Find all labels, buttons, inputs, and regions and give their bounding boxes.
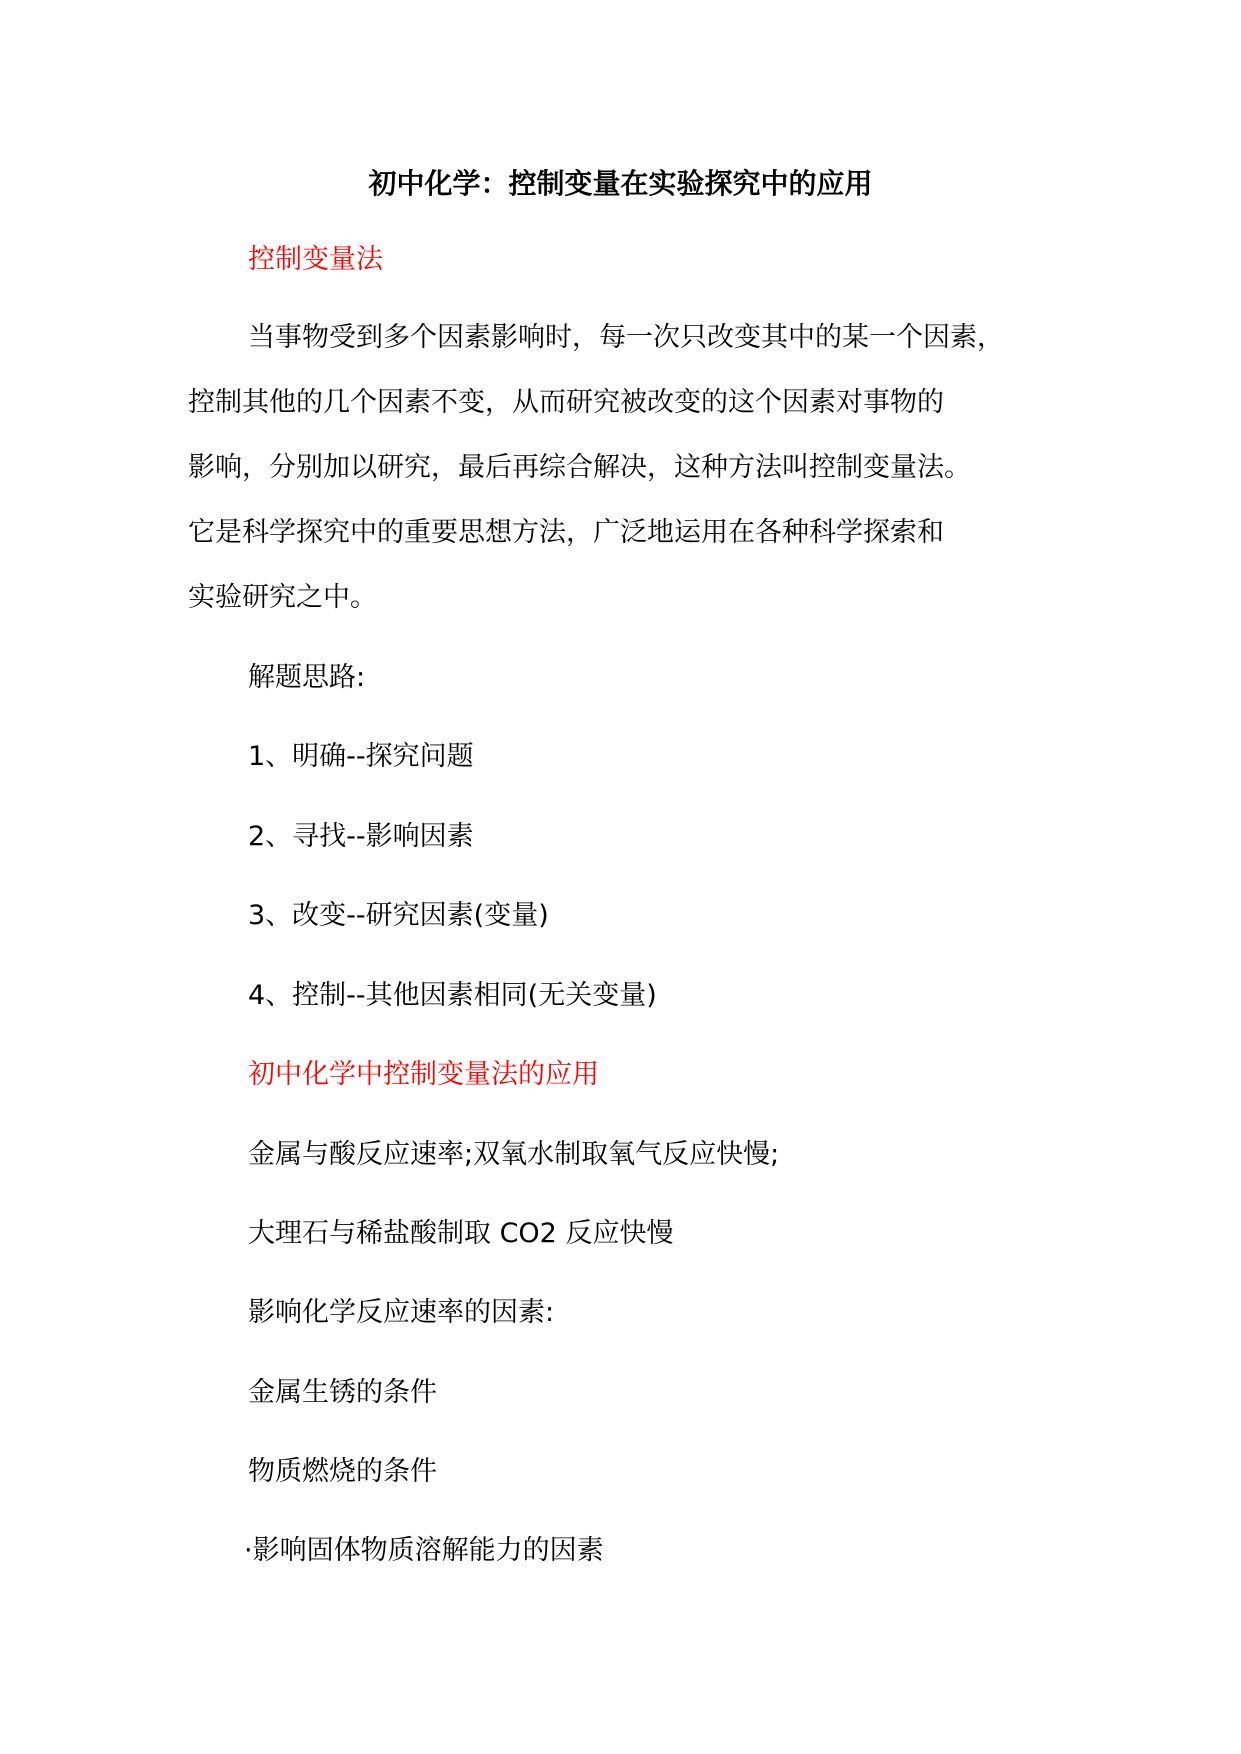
paragraph-line-5: 实验研究之中。 <box>188 582 377 613</box>
application-item: 金属与酸反应速率;双氧水制取氧气反应快慢; <box>248 1139 780 1170</box>
paragraph-line-4: 它是科学探究中的重要思想方法，广泛地运用在各种科学探索和 <box>188 517 944 548</box>
application-item: 大理石与稀盐酸制取 CO2 反应快慢 <box>248 1218 674 1249</box>
application-item: 金属生锈的条件 <box>248 1377 437 1408</box>
application-item: ·影响固体物质溶解能力的因素 <box>244 1535 604 1566</box>
section-heading-control-variable: 控制变量法 <box>248 244 383 275</box>
section-heading-applications: 初中化学中控制变量法的应用 <box>248 1059 599 1090</box>
thinking-label: 解题思路: <box>248 662 366 693</box>
step-item: 2、寻找--影响因素 <box>248 821 474 852</box>
application-item: 影响化学反应速率的因素: <box>248 1297 555 1328</box>
step-item: 1、明确--探究问题 <box>248 741 474 772</box>
paragraph-line-1: 当事物受到多个因素影响时，每一次只改变其中的某一个因素， <box>248 322 1004 353</box>
application-item: 物质燃烧的条件 <box>248 1456 437 1487</box>
step-item: 3、改变--研究因素(变量) <box>248 900 549 931</box>
step-item: 4、控制--其他因素相同(无关变量) <box>248 980 657 1011</box>
paragraph-line-2: 控制其他的几个因素不变，从而研究被改变的这个因素对事物的 <box>188 387 944 418</box>
document-title: 初中化学：控制变量在实验探究中的应用 <box>368 167 873 200</box>
paragraph-line-3: 影响，分别加以研究，最后再综合解决，这种方法叫控制变量法。 <box>188 452 971 483</box>
